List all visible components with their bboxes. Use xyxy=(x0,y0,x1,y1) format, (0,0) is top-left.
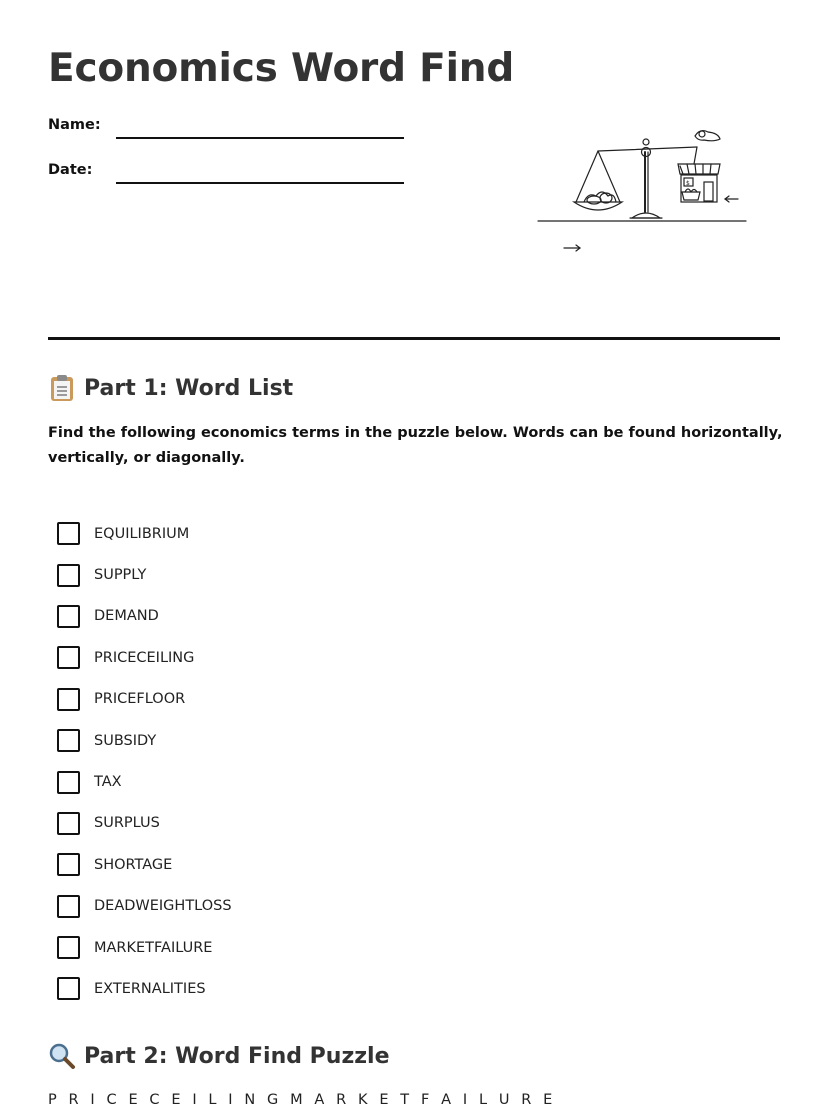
word-list-item xyxy=(57,803,232,844)
word-list-item xyxy=(57,637,232,678)
word-checkbox[interactable] xyxy=(57,522,80,545)
word-list-item xyxy=(57,720,232,761)
word-checkbox[interactable] xyxy=(57,853,80,876)
word-checkbox[interactable] xyxy=(57,895,80,918)
word-list-item xyxy=(57,513,232,554)
word-checkbox[interactable] xyxy=(57,605,80,628)
word-list-item xyxy=(57,596,232,637)
word-list-item xyxy=(57,886,232,927)
word-list-item xyxy=(57,968,232,1009)
part1-heading xyxy=(48,374,293,402)
word-label: DEADWEIGHTLOSS xyxy=(94,898,232,915)
word-list-item xyxy=(57,927,232,968)
word-label: SUBSIDY xyxy=(94,732,157,749)
date-write-line xyxy=(116,182,404,184)
word-checkbox[interactable] xyxy=(57,646,80,669)
svg-text:$: $ xyxy=(686,180,690,187)
word-checkbox[interactable] xyxy=(57,812,80,835)
word-label: SURPLUS xyxy=(94,815,160,832)
word-label: TAX xyxy=(94,774,122,791)
word-checkbox[interactable] xyxy=(57,771,80,794)
magnifying-glass-icon xyxy=(48,1042,76,1070)
name-label: Name: xyxy=(48,117,101,133)
word-label: SUPPLY xyxy=(94,567,147,584)
name-write-line xyxy=(116,137,404,139)
word-label: DEMAND xyxy=(94,608,159,625)
part2-heading-text: Part 2: Word Find Puzzle xyxy=(84,1043,390,1069)
word-checkbox[interactable] xyxy=(57,729,80,752)
balance-scale-illustration xyxy=(532,126,752,262)
section-divider xyxy=(48,337,780,340)
date-label: Date: xyxy=(48,162,93,178)
word-label: EQUILIBRIUM xyxy=(94,525,190,542)
word-list xyxy=(57,513,232,1010)
word-list-item xyxy=(57,761,232,802)
word-label: PRICECEILING xyxy=(94,649,195,666)
word-list-item xyxy=(57,844,232,885)
word-list-item xyxy=(57,554,232,595)
part1-heading-text: Part 1: Word List xyxy=(84,375,294,401)
word-checkbox[interactable] xyxy=(57,936,80,959)
word-label: MARKETFAILURE xyxy=(94,939,213,956)
word-checkbox[interactable] xyxy=(57,564,80,587)
page-title: Economics Word Find xyxy=(48,46,515,91)
puzzle-row: P R I C E C E I L I N G M A R K E T F A I L U R E xyxy=(48,1092,556,1108)
clipboard-icon xyxy=(48,374,76,402)
part2-heading xyxy=(48,1042,390,1070)
word-list-item xyxy=(57,679,232,720)
word-checkbox[interactable] xyxy=(57,688,80,711)
word-label: PRICEFLOOR xyxy=(94,691,186,708)
word-label: SHORTAGE xyxy=(94,856,173,873)
word-checkbox[interactable] xyxy=(57,977,80,1000)
instructions: Find the following economics terms in the puzzle below. Words can be found horizontally, vertically, or diagonally. xyxy=(48,425,783,466)
word-label: EXTERNALITIES xyxy=(94,980,206,997)
